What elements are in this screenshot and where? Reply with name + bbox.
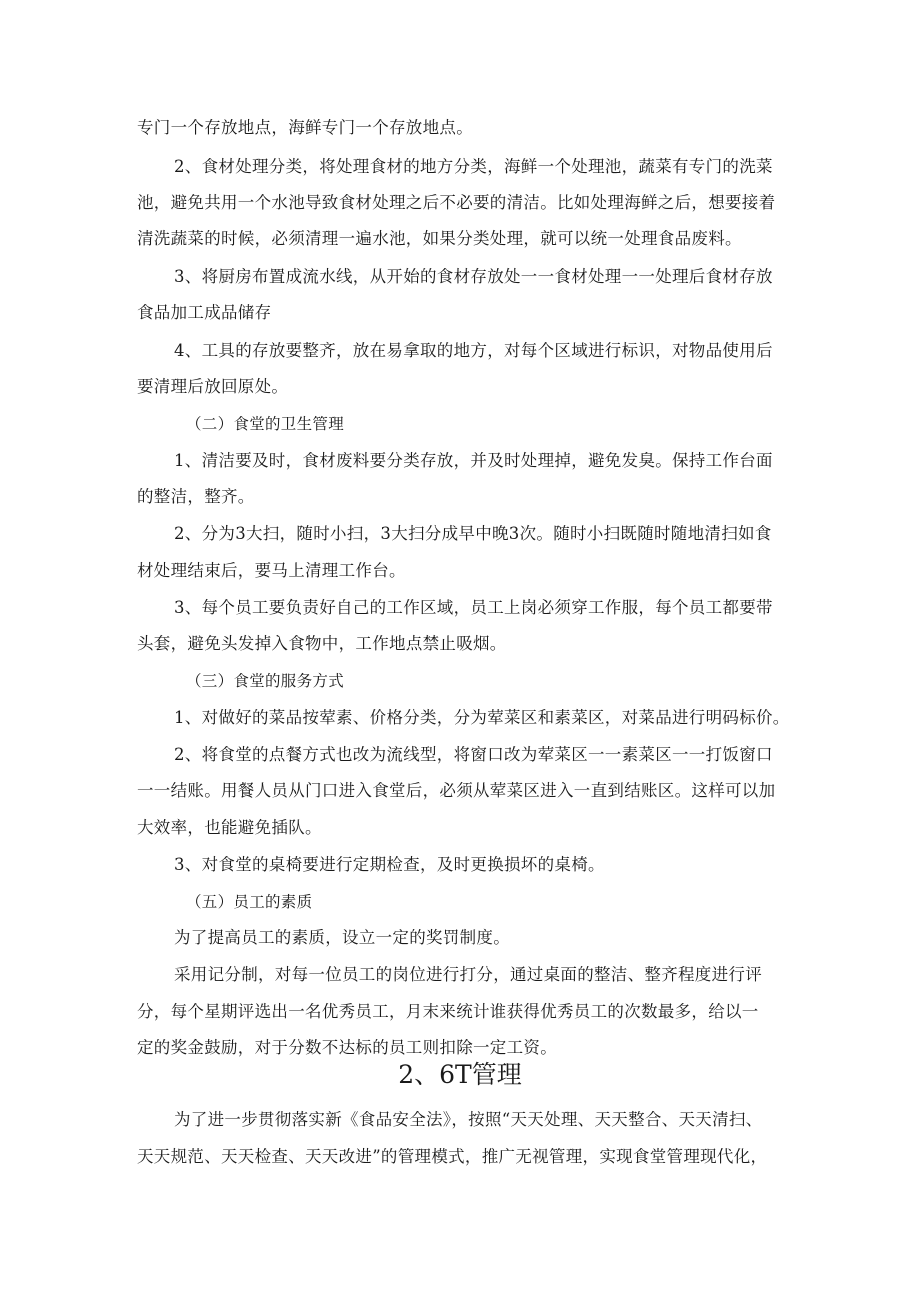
paragraph-line: 材处理结束后，要马上清理工作台。 bbox=[137, 561, 406, 580]
paragraph-line: 2、食材处理分类，将处理食材的地方分类，海鲜一个处理池，蔬菜有专门的洗菜 bbox=[174, 157, 773, 176]
chapter-heading: 2、6T管理 bbox=[398, 1060, 522, 1089]
paragraph-line: 头套，避免头发掉入食物中，工作地点禁止吸烟。 bbox=[137, 634, 507, 653]
paragraph-line: 3、对食堂的桌椅要进行定期检查，及时更换损坏的桌椅。 bbox=[174, 855, 605, 874]
paragraph-line: 食品加工成品储存 bbox=[137, 303, 272, 322]
paragraph-line: 天天规范、天天检查、天天改进”的管理模式，推广无视管理，实现食堂管理现代化， bbox=[137, 1147, 768, 1166]
paragraph-line: 为了进一步贯彻落实新《食品安全法》，按照“天天处理、天天整合、天天清扫、 bbox=[174, 1110, 763, 1129]
paragraph-line: 一一结账。用餐人员从门口进入食堂后，必须从荤菜区进入一直到结账区。这样可以加 bbox=[137, 781, 776, 800]
paragraph-line: 采用记分制，对每一位员工的岗位进行打分，通过桌面的整洁、整齐程度进行评 bbox=[174, 965, 762, 984]
paragraph-line: 分，每个星期评选出一名优秀员工，月末来统计谁获得优秀员工的次数最多，给以一 bbox=[137, 1002, 759, 1021]
paragraph-line: 2、分为3大扫，随时小扫，3大扫分成早中晚3次。随时小扫既随时随地清扫如食 bbox=[174, 524, 772, 543]
section-heading: （三）食堂的服务方式 bbox=[186, 672, 345, 690]
paragraph-line: 2、将食堂的点餐方式也改为流线型，将窗口改为荤菜区一一素菜区一一打饭窗口 bbox=[174, 745, 773, 764]
paragraph-line: 大效率，也能避免插队。 bbox=[137, 818, 322, 837]
paragraph-line: 定的奖金鼓励，对于分数不达标的员工则扣除一定工资。 bbox=[137, 1038, 557, 1057]
section-heading: （五）员工的素质 bbox=[186, 893, 313, 911]
paragraph-line: 1、对做好的菜品按荤素、价格分类，分为荤菜区和素菜区，对菜品进行明码标价。 bbox=[174, 708, 790, 727]
section-heading: （二）食堂的卫生管理 bbox=[186, 415, 345, 433]
paragraph-line: 为了提高员工的素质，设立一定的奖罚制度。 bbox=[174, 928, 510, 947]
paragraph-line: 4、工具的存放要整齐，放在易拿取的地方，对每个区域进行标识，对物品使用后 bbox=[174, 341, 773, 360]
paragraph-line: 3、将厨房布置成流水线，从开始的食材存放处一一食材处理一一处理后食材存放 bbox=[174, 267, 773, 286]
paragraph-line: 3、每个员工要负责好自己的工作区域，员工上岗必须穿工作服，每个员工都要带 bbox=[174, 598, 773, 617]
paragraph-line: 池，避免共用一个水池导致食材处理之后不必要的清洁。比如处理海鲜之后，想要接着 bbox=[137, 193, 776, 212]
paragraph-line: 要清理后放回原处。 bbox=[137, 377, 289, 396]
paragraph-line: 1、清洁要及时，食材废料要分类存放，并及时处理掉，避免发臭。保持工作台面 bbox=[174, 451, 773, 470]
paragraph-line: 清洗蔬菜的时候，必须清理一遍水池，如果分类处理，就可以统一处理食品废料。 bbox=[137, 229, 742, 248]
paragraph-line: 专门一个存放地点，海鲜专门一个存放地点。 bbox=[137, 118, 473, 137]
paragraph-line: 的整洁，整齐。 bbox=[137, 487, 255, 506]
